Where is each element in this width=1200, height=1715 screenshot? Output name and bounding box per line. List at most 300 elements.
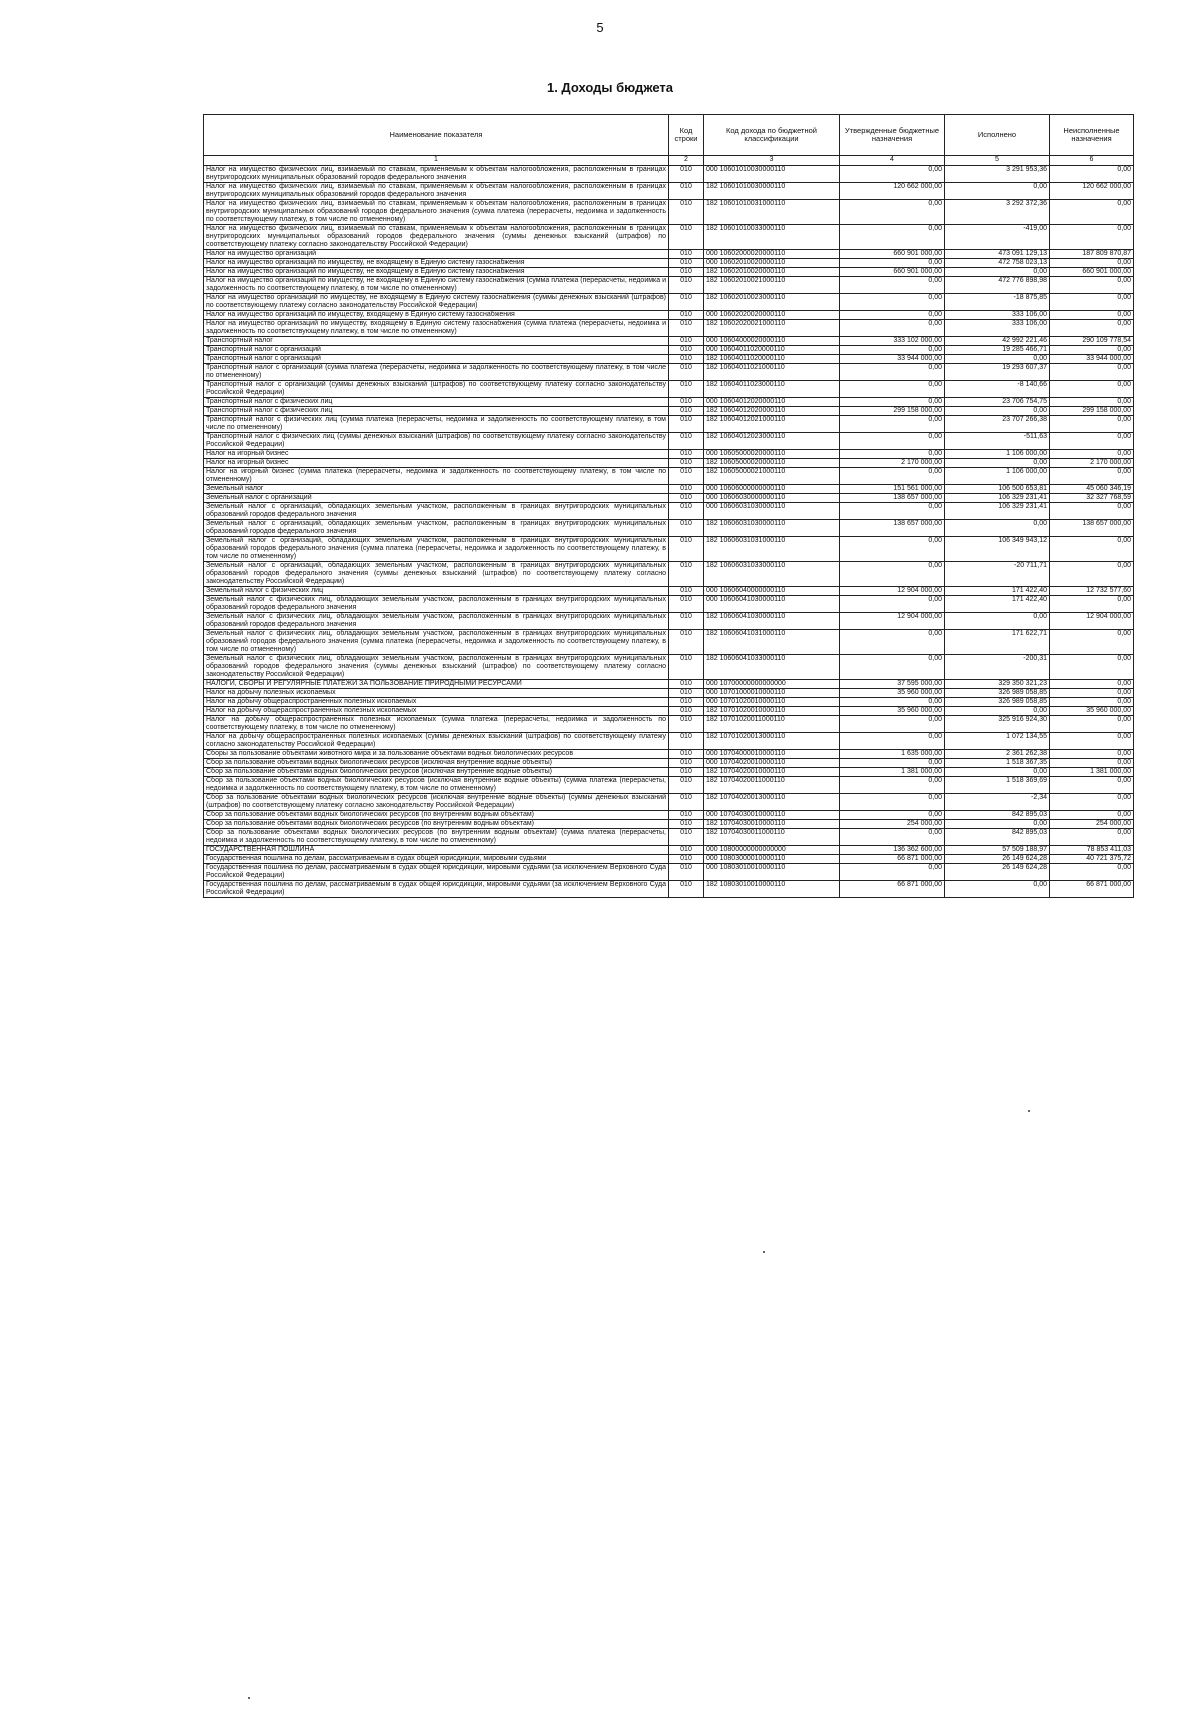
row-approved: 0,00 [840,166,945,183]
row-income-code: 000 10704020010000110 [704,759,840,768]
row-line-code: 010 [669,680,704,689]
table-row [204,587,1134,596]
table-row [204,707,1134,716]
row-line-code: 010 [669,811,704,820]
row-approved: 2 170 000,00 [840,459,945,468]
row-line-code: 010 [669,311,704,320]
row-approved: 0,00 [840,537,945,562]
row-name: Земельный налог с организаций, обладающих земельным участком, расположенным в границах внутригородских муниципальных образований городов федерального значения (сумма платежа (перерасчеты, недоимка и задолженность по соответствующему платежу, в том числе по отмененному) [204,537,669,562]
row-approved: 1 381 000,00 [840,768,945,777]
row-name: Налог на имущество физических лиц, взимаемый по ставкам, применяемым к объектам налогообложения, расположенным в границах внутригородских муниципальных образований городов федерального значения (сумма платежа (перерасчеты, недоимка и задолженность по соответствующему платежу, в том числе по отмененному) [204,200,669,225]
row-unexecuted: 138 657 000,00 [1050,520,1134,537]
row-unexecuted: 12 904 000,00 [1050,613,1134,630]
row-unexecuted: 12 732 577,60 [1050,587,1134,596]
row-executed: 1 106 000,00 [945,468,1050,485]
row-executed: 19 285 466,71 [945,346,1050,355]
row-name: Налог на добычу полезных ископаемых [204,689,669,698]
table-row [204,277,1134,294]
table-row [204,416,1134,433]
row-approved: 1 635 000,00 [840,750,945,759]
row-executed: 325 916 924,30 [945,716,1050,733]
table-row [204,596,1134,613]
row-name: Сбор за пользование объектами водных биологических ресурсов (исключая внутренние водные объекты) (суммы денежных взысканий (штрафов) по соответствующему платежу согласно законодательству Российской Федерации) [204,794,669,811]
row-unexecuted: 0,00 [1050,630,1134,655]
row-approved: 0,00 [840,562,945,587]
row-approved: 138 657 000,00 [840,520,945,537]
row-executed: 3 291 953,36 [945,166,1050,183]
row-name: Земельный налог с организаций, обладающих земельным участком, расположенным в границах внутригородских муниципальных образований городов федерального значения [204,503,669,520]
row-income-code: 182 10606041030000110 [704,613,840,630]
row-approved: 0,00 [840,364,945,381]
row-income-code: 182 10701020010000110 [704,707,840,716]
row-unexecuted: 0,00 [1050,468,1134,485]
row-executed: 1 106 000,00 [945,450,1050,459]
row-approved: 0,00 [840,416,945,433]
row-income-code: 000 10800000000000000 [704,846,840,855]
row-unexecuted: 0,00 [1050,777,1134,794]
row-unexecuted: 0,00 [1050,277,1134,294]
row-line-code: 010 [669,381,704,398]
header-line-code: Код строки [669,115,704,156]
row-executed: 0,00 [945,707,1050,716]
row-unexecuted: 0,00 [1050,759,1134,768]
row-unexecuted: 45 060 346,19 [1050,485,1134,494]
stray-mark [1028,1110,1030,1112]
row-executed: 23 706 754,75 [945,398,1050,407]
table-row [204,630,1134,655]
row-executed: 26 149 624,28 [945,864,1050,881]
row-name: Земельный налог с физических лиц, обладающих земельным участком, расположенным в границах внутригородских муниципальных образований городов федерального значения [204,613,669,630]
table-row [204,355,1134,364]
row-line-code: 010 [669,630,704,655]
row-line-code: 010 [669,587,704,596]
row-approved: 333 102 000,00 [840,337,945,346]
column-number: 4 [840,156,945,166]
row-executed: 0,00 [945,407,1050,416]
row-executed: 1 518 367,35 [945,759,1050,768]
row-name: Земельный налог с организаций, обладающих земельным участком, расположенным в границах внутригородских муниципальных образований городов федерального значения (суммы денежных взысканий (штрафов) по соответствующему платежу согласно законодательству Российской Федерации) [204,562,669,587]
row-line-code: 010 [669,846,704,855]
row-income-code: 000 10602010020000110 [704,259,840,268]
row-unexecuted: 2 170 000,00 [1050,459,1134,468]
row-line-code: 010 [669,750,704,759]
row-unexecuted: 78 853 411,03 [1050,846,1134,855]
row-approved: 35 960 000,00 [840,689,945,698]
table-row [204,166,1134,183]
row-executed: 106 329 231,41 [945,503,1050,520]
table-row [204,864,1134,881]
row-income-code: 182 10602010021000110 [704,277,840,294]
page-number: 5 [596,20,604,35]
row-name: Налог на имущество физических лиц, взимаемый по ставкам, применяемым к объектам налогообложения, расположенным в границах внутригородских муниципальных образований городов федерального значения [204,183,669,200]
row-income-code: 182 10602010023000110 [704,294,840,311]
row-unexecuted: 0,00 [1050,398,1134,407]
row-unexecuted: 35 960 000,00 [1050,707,1134,716]
table-row [204,364,1134,381]
row-approved: 0,00 [840,311,945,320]
row-unexecuted: 0,00 [1050,450,1134,459]
row-approved: 138 657 000,00 [840,494,945,503]
column-number-row [204,156,1134,166]
row-name: Налог на игорный бизнес (сумма платежа (перерасчеты, недоимка и задолженность по соответствующему платежу, в том числе по отмененному) [204,468,669,485]
table-row [204,450,1134,459]
row-line-code: 010 [669,346,704,355]
row-name: Земельный налог с физических лиц, обладающих земельным участком, расположенным в границах внутригородских муниципальных образований городов федерального значения (сумма платежа (перерасчеты, недоимка и задолженность по соответствующему платежу, в том числе по отмененному) [204,630,669,655]
row-line-code: 010 [669,268,704,277]
row-name: Транспортный налог с физических лиц (суммы денежных взысканий (штрафов) по соответствующему платежу согласно законодательству Российской Федерации) [204,433,669,450]
row-unexecuted: 0,00 [1050,537,1134,562]
row-line-code: 010 [669,250,704,259]
row-line-code: 010 [669,707,704,716]
table-row [204,346,1134,355]
row-income-code: 182 10701020013000110 [704,733,840,750]
row-line-code: 010 [669,277,704,294]
row-income-code: 182 10606041033000110 [704,655,840,680]
row-approved: 0,00 [840,200,945,225]
row-name: НАЛОГИ, СБОРЫ И РЕГУЛЯРНЫЕ ПЛАТЕЖИ ЗА ПОЛЬЗОВАНИЕ ПРИРОДНЫМИ РЕСУРСАМИ [204,680,669,689]
row-executed: 326 989 058,85 [945,698,1050,707]
row-executed: 57 509 188,97 [945,846,1050,855]
row-executed: 472 776 898,98 [945,277,1050,294]
row-name: Земельный налог [204,485,669,494]
row-name: Государственная пошлина по делам, рассматриваемым в судах общей юрисдикции, мировыми судьями [204,855,669,864]
row-income-code: 182 10606031033000110 [704,562,840,587]
header-row [204,115,1134,156]
row-name: Транспортный налог [204,337,669,346]
row-executed: 0,00 [945,520,1050,537]
revenue-table [203,114,1134,898]
row-executed: 0,00 [945,183,1050,200]
row-income-code: 000 10606040000000110 [704,587,840,596]
row-unexecuted: 0,00 [1050,346,1134,355]
row-executed: 106 329 231,41 [945,494,1050,503]
row-line-code: 010 [669,468,704,485]
table-row [204,881,1134,898]
row-approved: 151 561 000,00 [840,485,945,494]
row-approved: 0,00 [840,759,945,768]
row-approved: 12 904 000,00 [840,587,945,596]
row-approved: 0,00 [840,468,945,485]
row-line-code: 010 [669,794,704,811]
row-executed: 0,00 [945,268,1050,277]
row-line-code: 010 [669,537,704,562]
row-unexecuted: 0,00 [1050,689,1134,698]
row-name: Сбор за пользование объектами водных биологических ресурсов (по внутренним водным объектам) (сумма платежа (перерасчеты, недоимка и задолженность по соответствующему платежу, в том числе по отмененному) [204,829,669,846]
row-approved: 0,00 [840,381,945,398]
row-executed: 23 707 266,38 [945,416,1050,433]
row-unexecuted: 0,00 [1050,698,1134,707]
row-approved: 0,00 [840,794,945,811]
row-unexecuted: 0,00 [1050,225,1134,250]
row-approved: 299 158 000,00 [840,407,945,416]
row-approved: 0,00 [840,277,945,294]
table-row [204,320,1134,337]
row-unexecuted: 0,00 [1050,864,1134,881]
row-line-code: 010 [669,225,704,250]
table-row [204,433,1134,450]
table-row [204,250,1134,259]
row-income-code: 182 10601010031000110 [704,200,840,225]
row-approved: 0,00 [840,716,945,733]
row-executed: 472 758 023,13 [945,259,1050,268]
row-name: Налог на имущество физических лиц, взимаемый по ставкам, применяемым к объектам налогообложения, расположенным в границах внутригородских муниципальных образований городов федерального значения (суммы денежных взысканий (штрафов) по соответствующему платежу согласно законодательству Российской Федерации) [204,225,669,250]
row-approved: 254 000,00 [840,820,945,829]
row-executed: 333 106,00 [945,311,1050,320]
table-row [204,562,1134,587]
row-income-code: 182 10701020011000110 [704,716,840,733]
row-executed: 171 422,40 [945,587,1050,596]
row-name: Налог на имущество организаций по имуществу, входящему в Единую систему газоснабжения [204,311,669,320]
row-name: Государственная пошлина по делам, рассматриваемым в судах общей юрисдикции, мировыми судьями (за исключением Верховного Суда Российской Федерации) [204,864,669,881]
row-approved: 0,00 [840,346,945,355]
row-unexecuted: 0,00 [1050,364,1134,381]
row-name: Налог на игорный бизнес [204,450,669,459]
row-line-code: 010 [669,433,704,450]
row-name: Транспортный налог с организаций [204,346,669,355]
row-executed: 171 422,40 [945,596,1050,613]
table-row [204,768,1134,777]
row-line-code: 010 [669,562,704,587]
table-row [204,485,1134,494]
row-line-code: 010 [669,294,704,311]
row-executed: 26 149 624,28 [945,855,1050,864]
row-income-code: 182 10602020021000110 [704,320,840,337]
row-unexecuted: 660 901 000,00 [1050,268,1134,277]
row-approved: 66 871 000,00 [840,881,945,898]
row-unexecuted: 0,00 [1050,655,1134,680]
row-line-code: 010 [669,864,704,881]
row-line-code: 010 [669,759,704,768]
column-number: 2 [669,156,704,166]
row-approved: 0,00 [840,733,945,750]
row-income-code: 182 10604011023000110 [704,381,840,398]
column-number: 5 [945,156,1050,166]
table-row [204,759,1134,768]
row-approved: 33 944 000,00 [840,355,945,364]
column-number: 3 [704,156,840,166]
row-approved: 0,00 [840,596,945,613]
table-row [204,855,1134,864]
row-name: Налог на имущество организаций по имуществу, не входящему в Единую систему газоснабжения [204,259,669,268]
row-income-code: 000 10606030000000110 [704,494,840,503]
table-row [204,520,1134,537]
row-name: Транспортный налог с физических лиц [204,398,669,407]
table-row [204,294,1134,311]
stray-mark [763,1251,765,1253]
row-unexecuted: 0,00 [1050,166,1134,183]
row-name: Налог на добычу общераспространенных полезных ископаемых [204,707,669,716]
row-name: Налог на имущество организаций по имуществу, не входящему в Единую систему газоснабжения (сумма платежа (перерасчеты, недоимка и задолженность по соответствующему платежу, в том числе по отмененному) [204,277,669,294]
row-name: Налог на добычу общераспространенных полезных ископаемых (суммы денежных взысканий (штрафов) по соответствующему платежу согласно законодательству Российской Федерации) [204,733,669,750]
page-title: 1. Доходы бюджета [546,80,674,95]
row-line-code: 010 [669,416,704,433]
row-line-code: 010 [669,613,704,630]
row-line-code: 010 [669,494,704,503]
row-unexecuted: 0,00 [1050,562,1134,587]
row-income-code: 182 10606031030000110 [704,520,840,537]
table-row [204,468,1134,485]
header-income-code: Код дохода по бюджетной классификации [704,115,840,156]
table-row [204,200,1134,225]
row-approved: 66 871 000,00 [840,855,945,864]
row-income-code: 000 10602000020000110 [704,250,840,259]
row-executed: 473 091 129,13 [945,250,1050,259]
row-name: Земельный налог с физических лиц [204,587,669,596]
row-executed: 42 992 221,46 [945,337,1050,346]
row-line-code: 010 [669,183,704,200]
row-income-code: 182 10604011021000110 [704,364,840,381]
row-line-code: 010 [669,166,704,183]
row-income-code: 182 10704030011000110 [704,829,840,846]
row-income-code: 182 10704020011000110 [704,777,840,794]
row-approved: 0,00 [840,811,945,820]
row-income-code: 182 10604012020000110 [704,407,840,416]
row-line-code: 010 [669,364,704,381]
row-income-code: 182 10704020010000110 [704,768,840,777]
row-income-code: 182 10602010020000110 [704,268,840,277]
row-name: Налог на игорный бизнес [204,459,669,468]
table-row [204,337,1134,346]
row-name: Транспортный налог с организаций [204,355,669,364]
row-unexecuted: 0,00 [1050,381,1134,398]
row-name: Земельный налог с физических лиц, обладающих земельным участком, расположенным в границах внутригородских муниципальных образований городов федерального значения [204,596,669,613]
row-line-code: 010 [669,503,704,520]
row-approved: 0,00 [840,433,945,450]
row-executed: -18 875,85 [945,294,1050,311]
row-unexecuted: 0,00 [1050,294,1134,311]
row-executed: -8 140,66 [945,381,1050,398]
row-executed: -20 711,71 [945,562,1050,587]
row-line-code: 010 [669,855,704,864]
table-row [204,503,1134,520]
row-unexecuted: 254 000,00 [1050,820,1134,829]
table-row [204,613,1134,630]
table-row [204,655,1134,680]
row-approved: 0,00 [840,503,945,520]
row-income-code: 000 10704030010000110 [704,811,840,820]
table-row [204,716,1134,733]
row-approved: 0,00 [840,294,945,311]
row-executed: 1 518 369,69 [945,777,1050,794]
table-row [204,398,1134,407]
row-executed: 0,00 [945,768,1050,777]
row-executed: 2 361 262,38 [945,750,1050,759]
header-executed: Исполнено [945,115,1050,156]
row-approved: 12 904 000,00 [840,613,945,630]
table-row [204,777,1134,794]
row-name: Земельный налог с организаций, обладающих земельным участком, расположенным в границах внутригородских муниципальных образований городов федерального значения [204,520,669,537]
row-executed: 329 350 321,23 [945,680,1050,689]
row-name: Сбор за пользование объектами водных биологических ресурсов (исключая внутренние водные объекты) [204,759,669,768]
row-unexecuted: 0,00 [1050,433,1134,450]
row-approved: 0,00 [840,864,945,881]
row-unexecuted: 0,00 [1050,320,1134,337]
row-line-code: 010 [669,596,704,613]
stray-mark [248,1697,250,1699]
table-row [204,537,1134,562]
row-income-code: 000 10604000020000110 [704,337,840,346]
row-income-code: 182 10601010033000110 [704,225,840,250]
row-unexecuted: 299 158 000,00 [1050,407,1134,416]
header-unexecuted: Неисполненные назначения [1050,115,1134,156]
table-row [204,381,1134,398]
row-income-code: 000 10700000000000000 [704,680,840,689]
row-executed: 326 989 058,85 [945,689,1050,698]
table-row [204,811,1134,820]
row-name: Сбор за пользование объектами водных биологических ресурсов (исключая внутренние водные объекты) [204,768,669,777]
row-executed: 0,00 [945,881,1050,898]
row-executed: 0,00 [945,613,1050,630]
row-executed: 333 106,00 [945,320,1050,337]
row-unexecuted: 0,00 [1050,733,1134,750]
row-name: Земельный налог с физических лиц, обладающих земельным участком, расположенным в границах внутригородских муниципальных образований городов федерального значения (суммы денежных взысканий (штрафов) по соответствующему платежу согласно законодательству Российской Федерации) [204,655,669,680]
row-unexecuted: 66 871 000,00 [1050,881,1134,898]
row-unexecuted: 40 721 375,72 [1050,855,1134,864]
row-unexecuted: 32 327 768,59 [1050,494,1134,503]
row-name: Земельный налог с организаций [204,494,669,503]
table-row [204,268,1134,277]
row-income-code: 182 10606031031000110 [704,537,840,562]
table-row [204,183,1134,200]
row-line-code: 010 [669,689,704,698]
row-approved: 0,00 [840,259,945,268]
row-executed: -419,00 [945,225,1050,250]
table-row [204,733,1134,750]
row-executed: 842 895,03 [945,811,1050,820]
row-executed: 842 895,03 [945,829,1050,846]
row-approved: 0,00 [840,320,945,337]
row-name: Транспортный налог с физических лиц [204,407,669,416]
row-income-code: 182 10605000020000110 [704,459,840,468]
table-row [204,829,1134,846]
row-name: Сбор за пользование объектами водных биологических ресурсов (по внутренним водным объектам) [204,811,669,820]
row-line-code: 010 [669,777,704,794]
row-approved: 136 362 600,00 [840,846,945,855]
row-unexecuted: 187 809 870,87 [1050,250,1134,259]
row-unexecuted: 0,00 [1050,794,1134,811]
row-line-code: 010 [669,459,704,468]
row-unexecuted: 0,00 [1050,416,1134,433]
row-income-code: 000 10704000010000110 [704,750,840,759]
row-line-code: 010 [669,520,704,537]
row-income-code: 182 10606041031000110 [704,630,840,655]
row-name: Транспортный налог с физических лиц (сумма платежа (перерасчеты, недоимка и задолженность по соответствующему платежу, в том числе по отмененному) [204,416,669,433]
row-unexecuted: 0,00 [1050,680,1134,689]
row-executed: 0,00 [945,355,1050,364]
row-approved: 35 960 000,00 [840,707,945,716]
table-row [204,311,1134,320]
row-line-code: 010 [669,820,704,829]
table-row [204,407,1134,416]
table-row [204,820,1134,829]
table-body [204,166,1134,898]
row-line-code: 010 [669,485,704,494]
row-income-code: 182 10605000021000110 [704,468,840,485]
row-approved: 0,00 [840,698,945,707]
row-line-code: 010 [669,355,704,364]
row-unexecuted: 33 944 000,00 [1050,355,1134,364]
header-name: Наименование показателя [204,115,669,156]
row-name: Сбор за пользование объектами водных биологических ресурсов (по внутренним водным объектам) [204,820,669,829]
row-approved: 0,00 [840,398,945,407]
row-income-code: 000 10803010010000110 [704,864,840,881]
row-unexecuted: 0,00 [1050,311,1134,320]
row-executed: 19 293 607,37 [945,364,1050,381]
row-income-code: 000 10701020010000110 [704,698,840,707]
row-income-code: 000 10606031030000110 [704,503,840,520]
row-line-code: 010 [669,320,704,337]
row-approved: 120 662 000,00 [840,183,945,200]
